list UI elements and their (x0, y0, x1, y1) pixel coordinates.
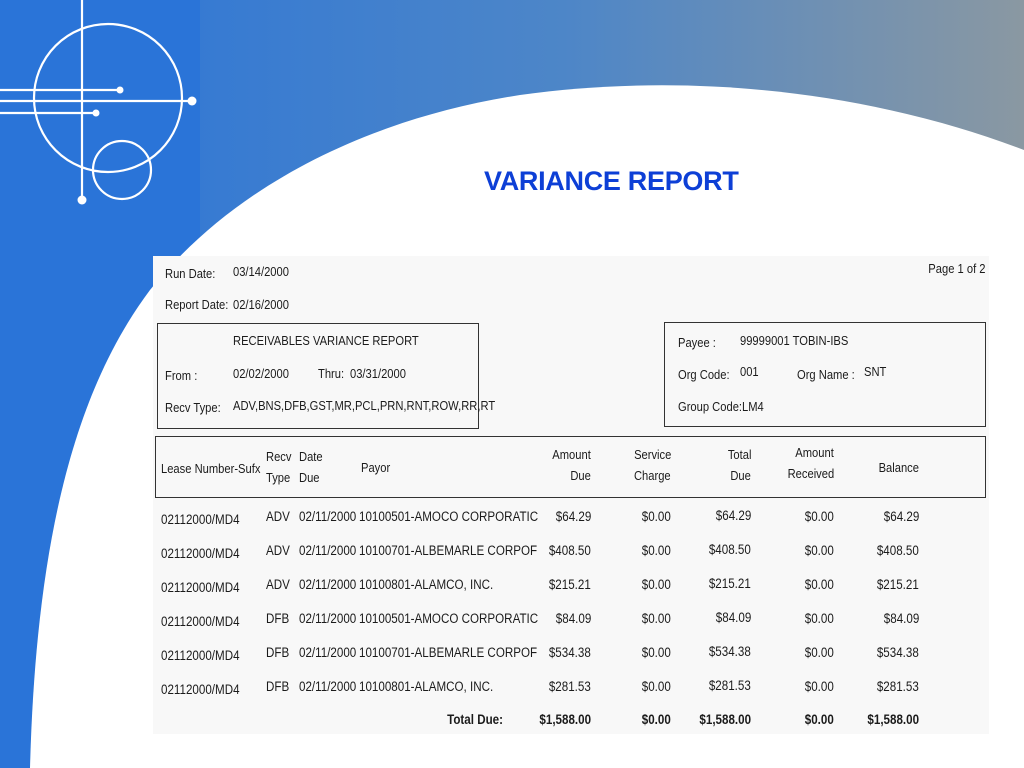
row-received: $0.00 (804, 543, 834, 558)
row-total: $215.21 (709, 576, 751, 591)
row-total: $64.29 (715, 508, 751, 523)
row-received: $0.00 (804, 611, 834, 626)
row-lease: 02112000/MD4 (161, 580, 240, 595)
row-type: ADV (266, 577, 290, 592)
org-code-label: Org Code: (678, 367, 730, 382)
total-received: $0.00 (804, 712, 834, 727)
col-header-recv-1: Recv (266, 449, 292, 464)
row-received: $0.00 (804, 645, 834, 660)
row-balance: $84.09 (883, 611, 919, 626)
col-header-balance: Balance (878, 460, 919, 475)
row-balance: $408.50 (877, 543, 919, 558)
row-payor: 10100501-AMOCO CORPORATIC (359, 611, 539, 626)
row-service: $0.00 (641, 543, 671, 558)
row-amount: $408.50 (549, 543, 591, 558)
row-service: $0.00 (641, 645, 671, 660)
org-name-label: Org Name : (797, 367, 855, 382)
row-amount: $215.21 (549, 577, 591, 592)
col-header-amount-1: Amount (552, 447, 591, 462)
row-payor: 10100801-ALAMCO, INC. (359, 577, 494, 592)
recv-type-value: ADV,BNS,DFB,GST,MR,PCL,PRN,RNT,ROW,RR,RT (233, 398, 496, 413)
row-received: $0.00 (804, 679, 834, 694)
report-date-value: 02/16/2000 (233, 297, 289, 312)
row-payor: 10100501-AMOCO CORPORATIC (359, 509, 539, 524)
row-date: 02/11/2000 (299, 577, 357, 592)
row-lease: 02112000/MD4 (161, 512, 240, 527)
row-type: ADV (266, 543, 290, 558)
total-balance: $1,588.00 (867, 712, 919, 727)
report-date-label: Report Date: (165, 297, 229, 312)
row-amount: $281.53 (549, 679, 591, 694)
row-date: 02/11/2000 (299, 679, 357, 694)
row-balance: $281.53 (877, 679, 919, 694)
table-header-box (155, 436, 986, 498)
row-date: 02/11/2000 (299, 645, 357, 660)
total-amount: $1,588.00 (539, 712, 591, 727)
row-total: $534.38 (709, 644, 751, 659)
row-total: $408.50 (709, 542, 751, 557)
row-date: 02/11/2000 (299, 611, 357, 626)
run-date-label: Run Date: (165, 266, 216, 281)
thru-label: Thru: (318, 366, 345, 381)
row-balance: $215.21 (877, 577, 919, 592)
col-header-received-1: Amount (795, 445, 834, 460)
total-service: $0.00 (641, 712, 671, 727)
row-payor: 10100801-ALAMCO, INC. (359, 679, 494, 694)
row-service: $0.00 (641, 509, 671, 524)
org-code-value: 001 (740, 364, 759, 379)
row-date: 02/11/2000 (299, 509, 357, 524)
thru-value: 03/31/2000 (350, 366, 406, 381)
col-header-service-1: Service (633, 447, 671, 462)
page-number: Page 1 of 2 (927, 261, 985, 276)
row-amount: $64.29 (555, 509, 591, 524)
row-lease: 02112000/MD4 (161, 682, 240, 697)
row-total: $281.53 (709, 678, 751, 693)
col-header-received-2: Received (787, 466, 834, 481)
col-header-total-1: Total (727, 447, 751, 462)
org-name-value: SNT (864, 364, 887, 379)
row-date: 02/11/2000 (299, 543, 357, 558)
run-date-value: 03/14/2000 (233, 264, 289, 279)
row-payor: 10100701-ALBEMARLE CORPOF (359, 543, 538, 558)
col-header-service-2: Charge (634, 468, 671, 483)
total-due-label: Total Due: (447, 712, 503, 727)
recv-type-label: Recv Type: (165, 400, 221, 415)
row-service: $0.00 (641, 611, 671, 626)
group-code-label: Group Code: (678, 399, 743, 414)
row-received: $0.00 (804, 577, 834, 592)
total-total: $1,588.00 (699, 712, 751, 727)
from-value: 02/02/2000 (233, 366, 289, 381)
col-header-date-2: Due (299, 470, 320, 485)
row-type: DFB (266, 645, 290, 660)
col-header-total-2: Due (730, 468, 751, 483)
row-type: ADV (266, 509, 290, 524)
row-service: $0.00 (641, 577, 671, 592)
row-type: DFB (266, 611, 290, 626)
row-service: $0.00 (641, 679, 671, 694)
group-code-value: LM4 (742, 399, 764, 414)
col-header-payor: Payor (361, 460, 391, 475)
row-total: $84.09 (715, 610, 751, 625)
row-payor: 10100701-ALBEMARLE CORPOF (359, 645, 538, 660)
col-header-amount-2: Due (570, 468, 591, 483)
slide-title: VARIANCE REPORT (484, 166, 739, 196)
payee-value: 99999001 TOBIN-IBS (740, 333, 849, 348)
row-received: $0.00 (804, 509, 834, 524)
col-header-lease: Lease Number-Sufx (161, 461, 261, 476)
row-amount: $534.38 (549, 645, 591, 660)
row-lease: 02112000/MD4 (161, 546, 240, 561)
payee-label: Payee : (678, 335, 716, 350)
from-label: From : (165, 368, 198, 383)
report-box-title: RECEIVABLES VARIANCE REPORT (233, 333, 419, 348)
row-lease: 02112000/MD4 (161, 614, 240, 629)
scanned-report (153, 256, 989, 734)
row-balance: $534.38 (877, 645, 919, 660)
row-balance: $64.29 (883, 509, 919, 524)
row-type: DFB (266, 679, 290, 694)
col-header-recv-2: Type (266, 470, 291, 485)
col-header-date-1: Date (299, 449, 323, 464)
row-lease: 02112000/MD4 (161, 648, 240, 663)
row-amount: $84.09 (555, 611, 591, 626)
